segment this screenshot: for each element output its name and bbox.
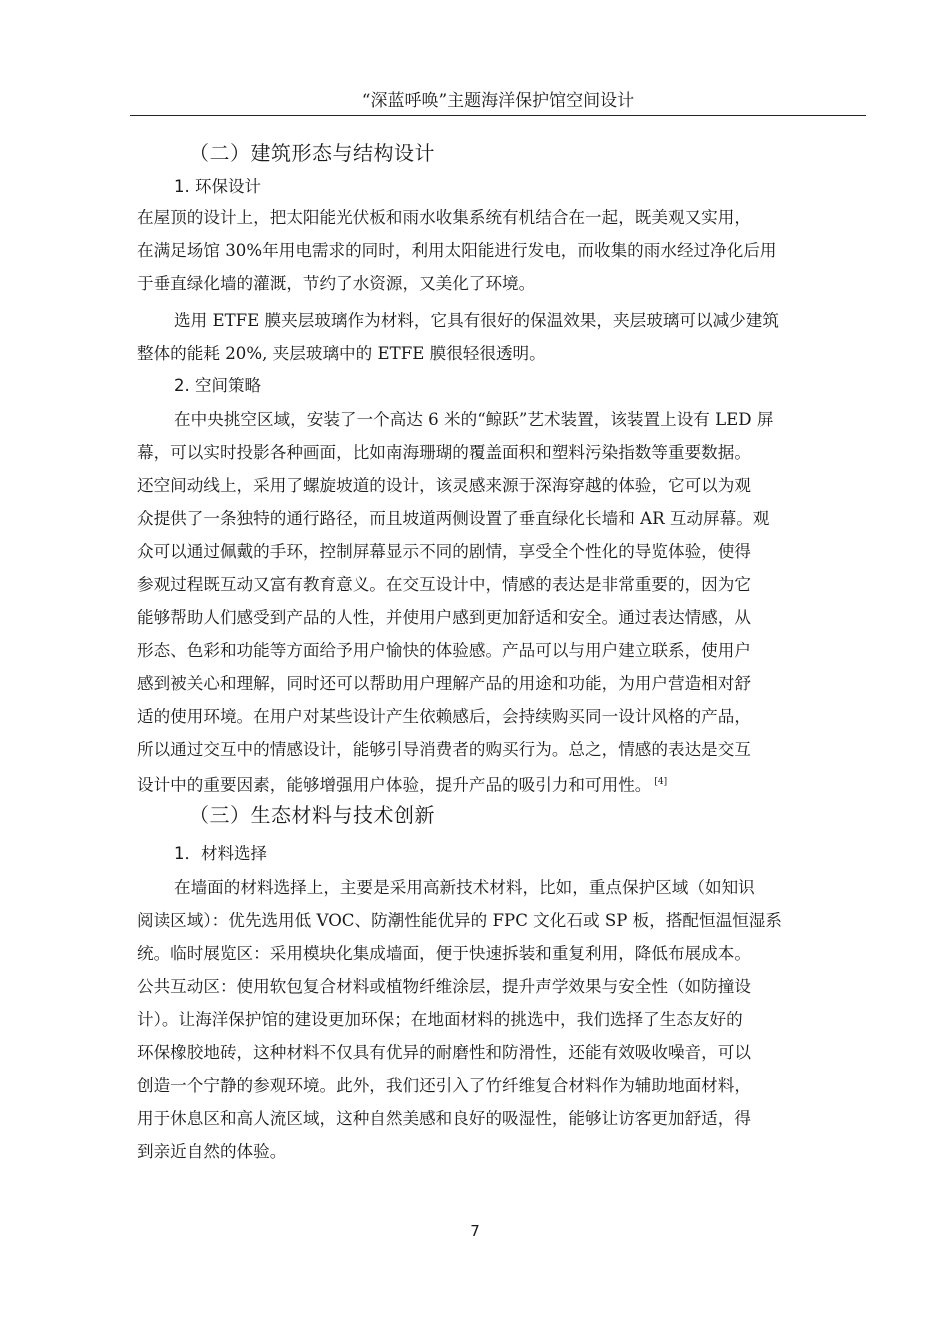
subheading-eco-design: 1. 环保设计: [174, 177, 261, 196]
text-line: 感到被关心和理解，同时还可以帮助用户理解产品的用途和功能，为用户营造相对舒: [137, 674, 751, 693]
text-line: 环保橡胶地砖，这种材料不仅具有优异的耐磨性和防滑性，还能有效吸收噪音，可以: [137, 1043, 751, 1062]
text-line: 阅读区域）：优先选用低 VOC、防潮性能优异的 FPC 文化石或 SP 板，搭配恒温恒湿系: [137, 911, 782, 930]
text-line: 幕，可以实时投影各种画面，比如南海珊瑚的覆盖面积和塑料污染指数等重要数据。: [137, 443, 751, 462]
text-line: 在满足场馆 30%年用电需求的同时，利用太阳能进行发电，而收集的雨水经过净化后用: [137, 241, 777, 260]
text-line: 众提供了一条独特的通行路径，而且坡道两侧设置了垂直绿化长墙和 AR 互动屏幕。观: [137, 509, 770, 528]
text-line: 在墙面的材料选择上，主要是采用高新技术材料，比如，重点保护区域（如知识: [174, 878, 755, 897]
paragraph-roof-design: [137, 201, 863, 300]
text-line: 适的使用环境。在用户对某些设计产生依赖感后，会持续购买同一设计风格的产品，: [137, 707, 751, 726]
paragraph-space-strategy: [137, 403, 863, 802]
paragraph-material-selection: [137, 871, 863, 1168]
text-line: 在中央挑空区域，安装了一个高达 6 米的“鲸跃”艺术装置，该装置上设有 LED 屏: [174, 410, 774, 429]
text-line: 能够帮助人们感受到产品的人性，并使用户感到更加舒适和安全。通过表达情感，从: [137, 608, 751, 627]
paragraph-etfe-glass: [137, 304, 863, 370]
text-line: 创造一个宁静的参观环境。此外，我们还引入了竹纤维复合材料作为辅助地面材料，: [137, 1076, 751, 1095]
text-line: [137, 766, 863, 802]
running-header: “深蓝呼唤”主题海洋保护馆空间设计: [361, 91, 635, 111]
subheading-space-strategy: 2. 空间策略: [174, 376, 261, 395]
text-line: 统。临时展览区：采用模块化集成墙面，便于快速拆装和重复利用，降低布展成本。: [137, 944, 751, 963]
header-rule: [130, 115, 866, 116]
citation-marker: [4]: [654, 777, 668, 787]
section-heading-materials: （三）生态材料与技术创新: [189, 803, 435, 827]
text-line: 到亲近自然的体验。: [137, 1142, 287, 1161]
text-line: 用于休息区和高人流区域，这种自然美感和良好的吸湿性，能够让访客更加舒适，得: [137, 1109, 751, 1128]
text-line: 于垂直绿化墙的灌溉，节约了水资源，又美化了环境。: [137, 274, 536, 293]
text-line: 整体的能耗 20%, 夹层玻璃中的 ETFE 膜很轻很透明。: [137, 344, 546, 363]
text-line-content: 设计中的重要因素，能够增强用户体验，提升产品的吸引力和可用性。: [137, 775, 652, 795]
section-heading-architecture: （二）建筑形态与结构设计: [189, 141, 435, 165]
text-line: 公共互动区：使用软包复合材料或植物纤维涂层，提升声学效果与安全性（如防撞设: [137, 977, 751, 996]
text-line: 众可以通过佩戴的手环，控制屏幕显示不同的剧情，享受全个性化的导览体验，使得: [137, 542, 751, 561]
subheading-material-selection: 1．材料选择: [174, 844, 267, 863]
page-number: 7: [470, 1222, 480, 1240]
text-line: 参观过程既互动又富有教育意义。在交互设计中，情感的表达是非常重要的，因为它: [137, 575, 751, 594]
text-line: 所以通过交互中的情感设计，能够引导消费者的购买行为。总之，情感的表达是交互: [137, 740, 751, 759]
text-line: 形态、色彩和功能等方面给予用户愉快的体验感。产品可以与用户建立联系，使用户: [137, 641, 751, 660]
text-line: 在屋顶的设计上，把太阳能光伏板和雨水收集系统有机结合在一起，既美观又实用，: [137, 208, 751, 227]
text-line: 选用 ETFE 膜夹层玻璃作为材料，它具有很好的保温效果，夹层玻璃可以减少建筑: [174, 311, 779, 330]
text-line: 还空间动线上，采用了螺旋坡道的设计，该灵感来源于深海穿越的体验，它可以为观: [137, 476, 751, 495]
text-line: 计）。让海洋保护馆的建设更加环保；在地面材料的挑选中，我们选择了生态友好的: [137, 1010, 743, 1029]
